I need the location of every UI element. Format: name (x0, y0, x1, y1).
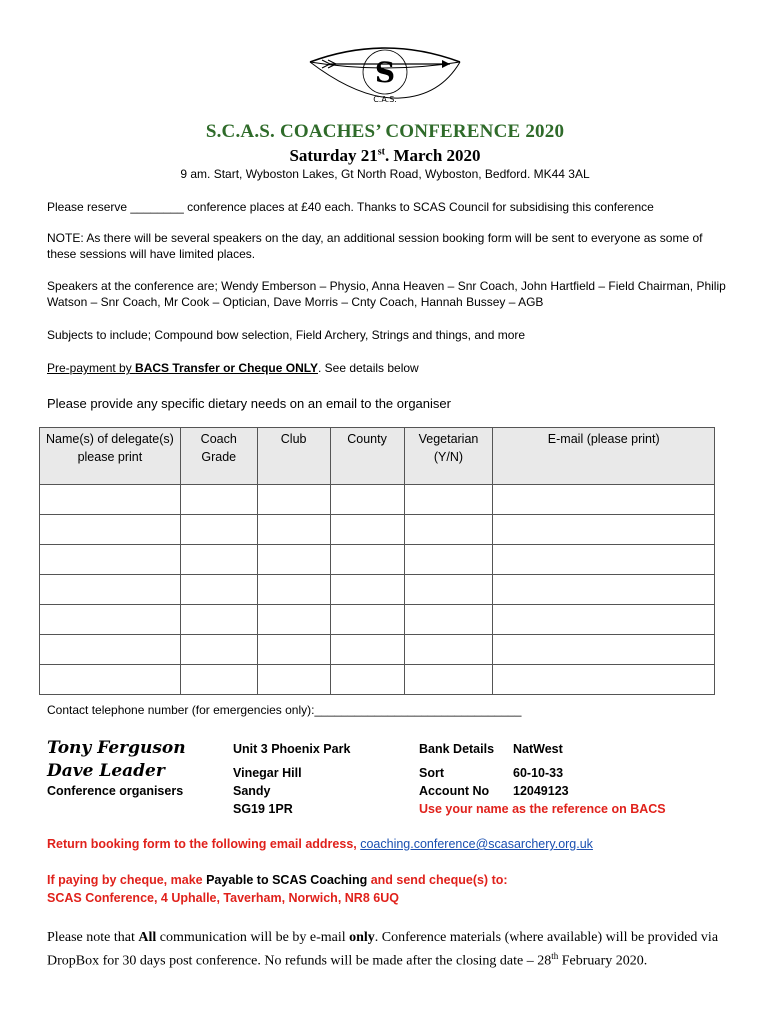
table-row (40, 665, 715, 695)
cell-input[interactable] (493, 515, 715, 545)
cell-input[interactable] (330, 575, 404, 605)
bank-name: NatWest (513, 742, 563, 756)
scas-logo (300, 40, 470, 110)
cell-input[interactable] (180, 635, 257, 665)
cell-input[interactable] (330, 545, 404, 575)
cell-input[interactable] (40, 665, 181, 695)
cell-input[interactable] (180, 665, 257, 695)
sort-label: Sort (419, 766, 444, 780)
reserve-text: Please reserve ________ conference places at £40 each. Thanks to SCAS Council for subsidising this conference (47, 200, 654, 214)
address-line-1: Unit 3 Phoenix Park (233, 742, 351, 756)
cell-input[interactable] (493, 575, 715, 605)
organiser-signature-2: Dave Leader (47, 761, 165, 781)
cell-input[interactable] (330, 665, 404, 695)
cell-input[interactable] (40, 635, 181, 665)
address-line-3: Sandy (233, 784, 271, 798)
speakers-text: Speakers at the conference are; Wendy Emberson – Physio, Anna Heaven – Snr Coach, John Hartfield – Field Chairman, Philip Watson – Snr Coach, Mr Cook – Optician, Dave Morris – Cnty Coach, Hannah Bussey – AGB (47, 279, 726, 309)
cell-input[interactable] (40, 605, 181, 635)
table-row (40, 605, 715, 635)
account-number: 12049123 (513, 784, 569, 798)
svg-text:S: S (374, 56, 396, 89)
bank-details-label: Bank Details (419, 742, 495, 756)
cell-input[interactable] (404, 545, 493, 575)
prepayment-text: Pre-payment by BACS Transfer or Cheque ONLY. See details below (47, 361, 419, 375)
organiser-signature-1: Tony Ferguson (47, 738, 186, 758)
cell-input[interactable] (330, 485, 404, 515)
table-row (40, 515, 715, 545)
cell-input[interactable] (404, 575, 493, 605)
return-instructions: Return booking form to the following email address, coaching.conference@scasarchery.org.uk (47, 837, 593, 851)
cell-input[interactable] (493, 545, 715, 575)
cell-input[interactable] (493, 485, 715, 515)
cell-input[interactable] (180, 575, 257, 605)
cell-input[interactable] (493, 605, 715, 635)
organisers-role: Conference organisers (47, 784, 184, 798)
cell-input[interactable] (257, 635, 330, 665)
cell-input[interactable] (330, 515, 404, 545)
dietary-text: Please provide any specific dietary needs on an email to the organiser (47, 396, 451, 411)
page-title: S.C.A.S. COACHES’ CONFERENCE 2020 (205, 121, 565, 142)
table-row (40, 485, 715, 515)
event-date: Saturday 21st. March 2020 (289, 146, 481, 165)
event-venue: 9 am. Start, Wyboston Lakes, Gt North Road, Wyboston, Bedford. MK44 3AL (180, 167, 590, 181)
address-line-4: SG19 1PR (233, 802, 293, 816)
svg-text:C.A.S.: C.A.S. (373, 95, 397, 104)
cell-input[interactable] (257, 515, 330, 545)
cell-input[interactable] (180, 605, 257, 635)
cell-input[interactable] (257, 575, 330, 605)
note-text: NOTE: As there will be several speakers on the day, an additional session booking form will be sent to everyone as some of these sessions will have limited places. (47, 231, 703, 261)
closing-note: Please note that All communication will be by e-mail only. Conference materials (where available) will be provided via DropBox for 30 days post conference. No refunds will be made after the closing date – 28th February 2020. (47, 930, 719, 969)
cheque-address: SCAS Conference, 4 Uphalle, Taverham, Norwich, NR8 6UQ (47, 891, 399, 905)
cell-input[interactable] (40, 545, 181, 575)
cell-input[interactable] (40, 485, 181, 515)
cell-input[interactable] (493, 635, 715, 665)
cell-input[interactable] (180, 485, 257, 515)
cell-input[interactable] (404, 665, 493, 695)
table-row (40, 635, 715, 665)
subjects-text: Subjects to include; Compound bow selection, Field Archery, Strings and things, and more (47, 328, 526, 342)
cell-input[interactable] (404, 605, 493, 635)
cell-input[interactable] (40, 575, 181, 605)
cell-input[interactable] (404, 485, 493, 515)
header-club: Club (257, 428, 330, 485)
contact-phone-field[interactable]: Contact telephone number (for emergencies only):_______________________________ (47, 703, 522, 717)
account-label: Account No (419, 784, 490, 798)
cell-input[interactable] (330, 605, 404, 635)
cell-input[interactable] (257, 485, 330, 515)
cheque-instructions: If paying by cheque, make Payable to SCAS Coaching and send cheque(s) to: (47, 873, 508, 887)
sort-code: 60-10-33 (513, 766, 564, 780)
cell-input[interactable] (257, 665, 330, 695)
header-name: Name(s) of delegate(s) please print (40, 428, 181, 485)
cell-input[interactable] (404, 635, 493, 665)
table-header-row (40, 428, 715, 485)
header-vegetarian: Vegetarian (Y/N) (404, 428, 493, 485)
header-county: County (330, 428, 404, 485)
cell-input[interactable] (180, 515, 257, 545)
header-coach-grade: Coach Grade (180, 428, 257, 485)
table-row (40, 575, 715, 605)
header-email: E-mail (please print) (493, 428, 715, 485)
delegate-table (39, 427, 715, 695)
organiser-email-link[interactable]: coaching.conference@scasarchery.org.uk (360, 837, 593, 851)
cell-input[interactable] (257, 605, 330, 635)
cell-input[interactable] (493, 665, 715, 695)
cell-input[interactable] (330, 635, 404, 665)
table-row (40, 545, 715, 575)
cell-input[interactable] (404, 515, 493, 545)
cell-input[interactable] (257, 545, 330, 575)
address-line-2: Vinegar Hill (233, 766, 302, 780)
cell-input[interactable] (180, 545, 257, 575)
bacs-reference-note: Use your name as the reference on BACS (419, 802, 666, 816)
cell-input[interactable] (40, 515, 181, 545)
